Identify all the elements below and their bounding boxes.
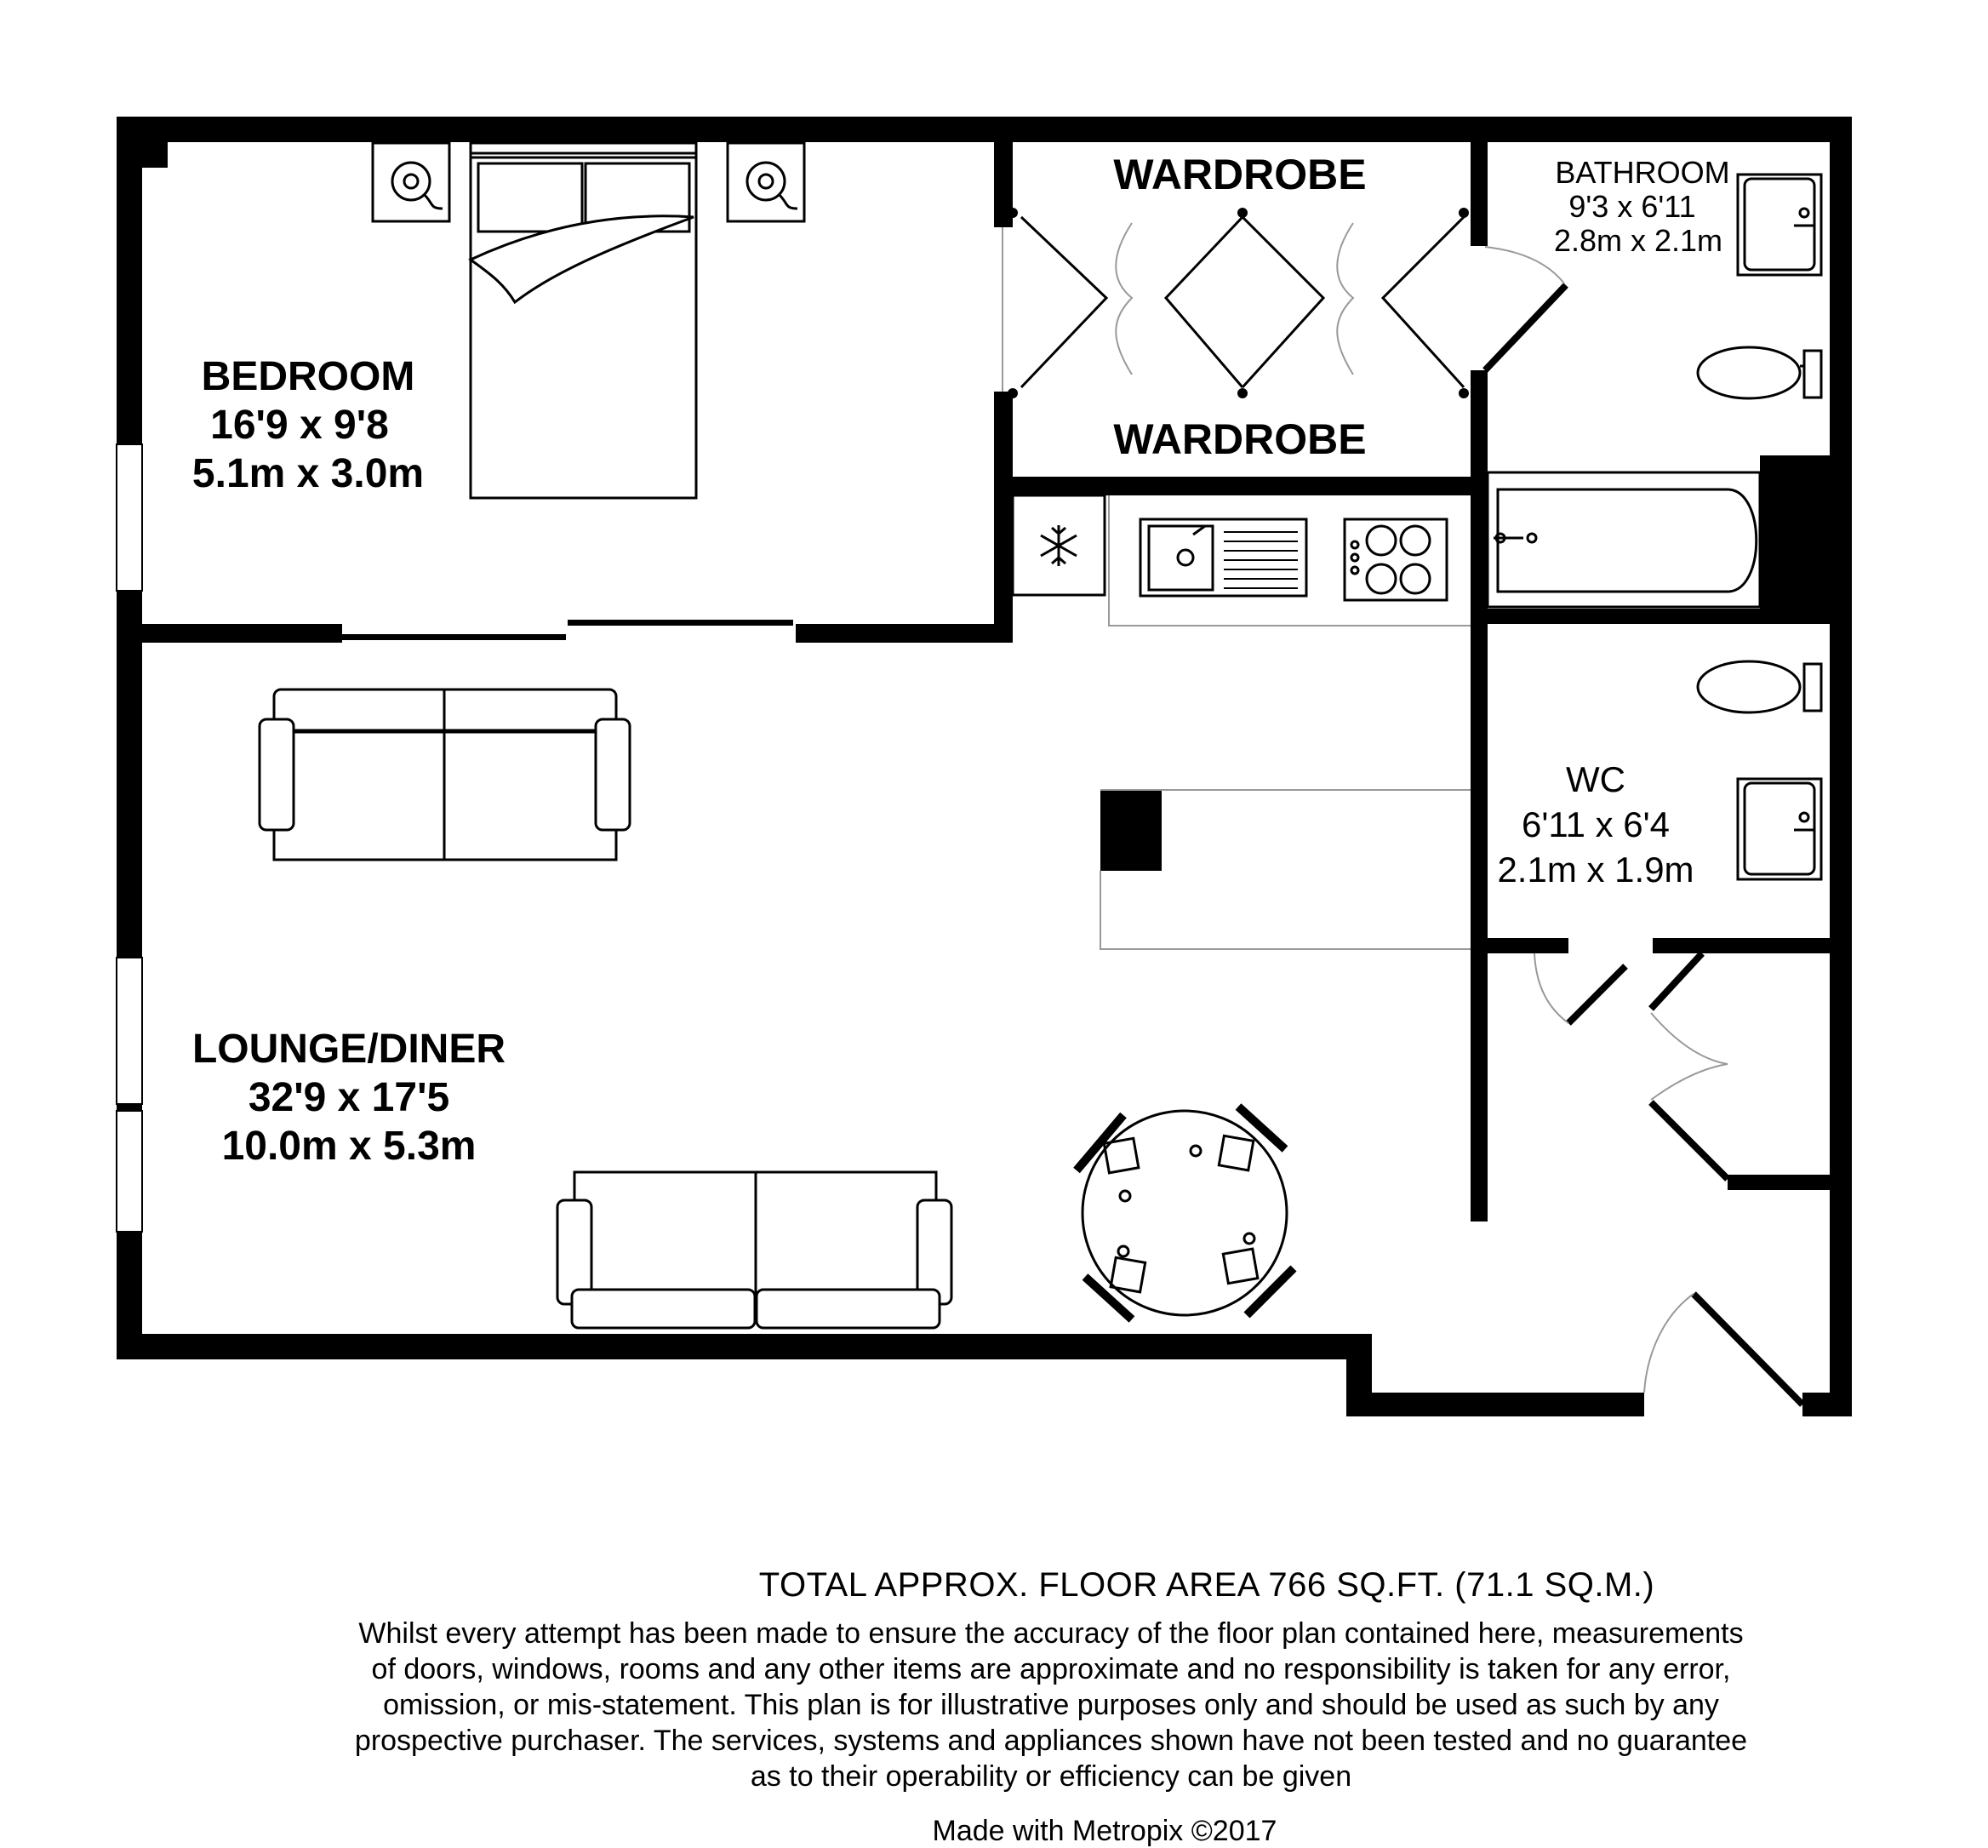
sofa-lower [557, 1172, 951, 1328]
toilet-wc [1698, 661, 1821, 712]
credit-text: Made with Metropix ©2017 [932, 1815, 1277, 1847]
bedside-table-left [373, 143, 449, 221]
window-bedroom [117, 444, 142, 591]
bedroom-metric: 5.1m x 3.0m [191, 451, 425, 496]
wc-imperial: 6'11 x 6'4 [1521, 804, 1671, 844]
wc-name: WC [1566, 759, 1625, 799]
cupboard-door [1651, 953, 1728, 1179]
kitchen-sink [1140, 519, 1306, 596]
bathroom-metric: 2.8m x 2.1m [1553, 223, 1723, 258]
room-label-wc [1497, 759, 1694, 890]
basin-wc [1738, 779, 1821, 879]
entrance-door [1644, 1294, 1802, 1405]
wardrobe-top-label: WARDROBE [1113, 151, 1367, 198]
lounge-metric: 10.0m x 5.3m [221, 1124, 477, 1169]
double-bed [471, 143, 696, 498]
wardrobe-bottom-label: WARDROBE [1113, 415, 1367, 463]
total-floor-area: TOTAL APPROX. FLOOR AREA 766 SQ.FT. (71.1 SQ.M.) [758, 1566, 1655, 1604]
toilet-bathroom [1698, 347, 1821, 398]
bedroom-imperial: 16'9 x 9'8 [210, 403, 389, 448]
wc-metric: 2.1m x 1.9m [1497, 850, 1694, 890]
dining-table [1077, 1107, 1294, 1319]
kitchen [1013, 495, 1471, 626]
disclaimer-line: Whilst every attempt has been made to ensure the accuracy of the floor plan contained here, measurements [358, 1617, 1744, 1650]
window-lounge-lower [117, 1111, 142, 1232]
sofa-upper [260, 689, 630, 860]
disclaimer-line: prospective purchaser. The services, systems and appliances shown have not been tested and no guarantee [354, 1725, 1748, 1757]
bathroom-name: BATHROOM [1555, 155, 1730, 190]
lounge-name: LOUNGE/DINER [191, 1027, 506, 1072]
disclaimer-line: as to their operability or efficiency can be given [750, 1760, 1352, 1793]
room-label-lounge [192, 1027, 506, 1169]
bathroom-imperial: 9'3 x 6'11 [1568, 189, 1696, 224]
basin-bathroom [1738, 175, 1821, 275]
snowflake-icon [1041, 525, 1077, 566]
bathtub [1488, 472, 1760, 607]
room-label-bedroom [192, 354, 424, 496]
room-label-bathroom [1554, 155, 1730, 258]
disclaimer-line: of doors, windows, rooms and any other items are approximate and no responsibility is taken for any error, [371, 1653, 1731, 1685]
bedside-table-right [728, 143, 804, 221]
disclaimer-line: omission, or mis-statement. This plan is for illustrative purposes only and should be used as such by any [383, 1689, 1719, 1721]
window-lounge-upper [117, 958, 142, 1104]
disclaimer-text [213, 1616, 1757, 1794]
bedroom-name: BEDROOM [201, 354, 415, 399]
hob [1345, 519, 1447, 600]
lounge-imperial: 32'9 x 17'5 [248, 1075, 450, 1120]
